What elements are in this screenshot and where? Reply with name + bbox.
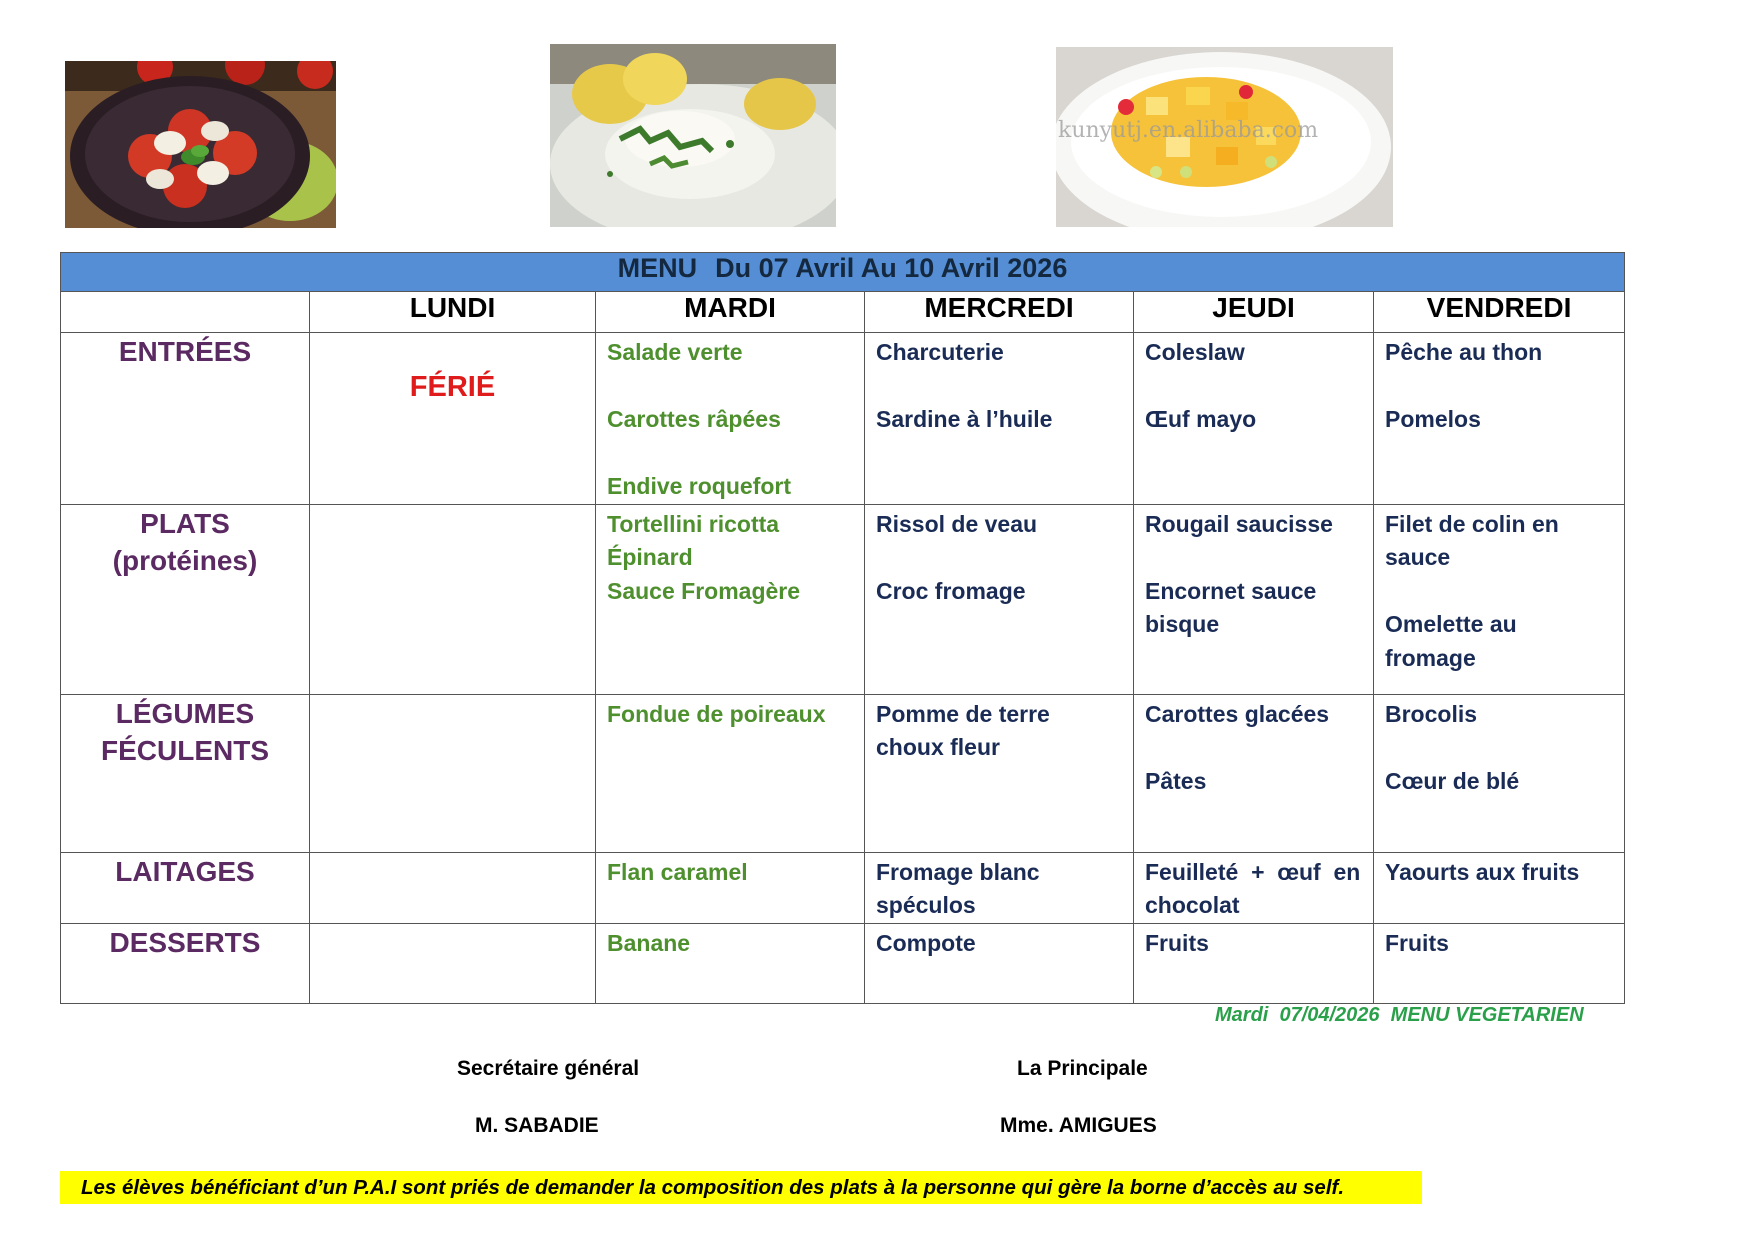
category-plats — [61, 504, 310, 694]
dish: fromage — [1385, 644, 1476, 671]
mercredi-legumes-cell — [865, 694, 1134, 852]
vendredi-plats-cell — [1374, 504, 1625, 694]
row-legumes — [61, 694, 1625, 852]
day-mardi: MARDI — [596, 292, 865, 333]
row-plats — [61, 504, 1625, 694]
dish: Pâtes — [1145, 767, 1207, 794]
menu-table — [60, 252, 1625, 1004]
dish: Brocolis — [1385, 700, 1478, 727]
dish: bisque — [1145, 611, 1220, 637]
day-mercredi: MERCREDI — [865, 292, 1134, 333]
lundi-laitages-cell — [310, 852, 596, 923]
dish: spéculos — [876, 892, 976, 918]
dish: Feuilleté + œuf en — [1145, 858, 1361, 885]
dish: Pêche au thon — [1385, 339, 1543, 365]
dish: Sardine à l’huile — [876, 406, 1053, 432]
category-legumes — [61, 694, 310, 852]
mardi-laitages-cell — [596, 852, 865, 923]
mardi-legumes-cell — [596, 694, 865, 852]
jeudi-laitages-cell — [1134, 852, 1374, 923]
dish: chocolat — [1145, 892, 1240, 918]
dish: Salade verte — [607, 339, 743, 365]
dish: Pomme de terre — [876, 700, 1050, 727]
vendredi-entrees-cell — [1374, 333, 1625, 505]
lundi-legumes-cell — [310, 694, 596, 852]
dish: Filet de colin en — [1385, 510, 1559, 537]
signature-left-title: Secrétaire général — [457, 1057, 640, 1080]
mardi-desserts-cell — [596, 923, 865, 1003]
lundi-entrees-cell — [310, 333, 596, 505]
row-entrees — [61, 333, 1625, 505]
dish: Croc fromage — [876, 577, 1026, 604]
signature-right-title: La Principale — [1017, 1057, 1148, 1080]
lundi-desserts-cell — [310, 923, 596, 1003]
dish: sauce — [1385, 544, 1451, 570]
dish: Omelette au — [1385, 611, 1517, 637]
category-laitages: LAITAGES — [61, 852, 310, 923]
mercredi-desserts-cell — [865, 923, 1134, 1003]
vendredi-laitages-cell — [1374, 852, 1625, 923]
dish: Pomelos — [1385, 406, 1481, 432]
fruit-cocktail-plate-photo — [1056, 47, 1393, 227]
empty-corner-cell — [61, 292, 310, 333]
dish: Endive roquefort — [607, 473, 792, 499]
vendredi-desserts-cell — [1374, 923, 1625, 1003]
menu-title-word: MENU — [617, 253, 698, 283]
category-legumes-line1: LÉGUMES — [115, 697, 255, 729]
row-desserts — [61, 923, 1625, 1003]
vendredi-legumes-cell — [1374, 694, 1625, 852]
dish: Flan caramel — [607, 858, 748, 885]
vegetarian-note: Mardi 07/04/2026 MENU VEGETARIEN — [1215, 1004, 1584, 1026]
dish: Tortellini ricotta — [607, 510, 780, 537]
dish: Fondue de poireaux — [607, 700, 826, 727]
dish: Fruits — [1385, 929, 1449, 956]
mardi-entrees-cell — [596, 333, 865, 505]
dish: Rissol de veau — [876, 510, 1038, 537]
day-jeudi: JEUDI — [1134, 292, 1374, 333]
jeudi-entrees-cell — [1134, 333, 1374, 505]
jeudi-legumes-cell — [1134, 694, 1374, 852]
row-laitages — [61, 852, 1625, 923]
dish: Fruits — [1145, 929, 1209, 956]
signature-right-name: Mme. AMIGUES — [1000, 1114, 1157, 1137]
ferie-label: FÉRIÉ — [409, 371, 496, 403]
jeudi-desserts-cell — [1134, 923, 1374, 1003]
dish: Sauce Fromagère — [607, 577, 801, 604]
dish: Rougail saucisse — [1145, 510, 1333, 537]
mardi-plats-cell — [596, 504, 865, 694]
dish: Encornet sauce — [1145, 577, 1317, 604]
day-vendredi: VENDREDI — [1374, 292, 1625, 333]
dish: Banane — [607, 929, 691, 956]
dish: Épinard — [607, 544, 693, 570]
category-desserts: DESSERTS — [61, 923, 310, 1003]
dish: Œuf mayo — [1145, 406, 1257, 432]
dish: Charcuterie — [876, 339, 1004, 365]
menu-title-dates: Du 07 Avril Au 10 Avril 2026 — [715, 253, 1068, 283]
mercredi-entrees-cell — [865, 333, 1134, 505]
day-header-row — [61, 292, 1625, 333]
jeudi-plats-cell — [1134, 504, 1374, 694]
dish: choux fleur — [876, 734, 1000, 760]
mercredi-laitages-cell — [865, 852, 1134, 923]
dish: Cœur de blé — [1385, 767, 1520, 794]
category-legumes-line2: FÉCULENTS — [101, 735, 269, 767]
dish: Yaourts aux fruits — [1385, 858, 1580, 885]
day-lundi: LUNDI — [310, 292, 596, 333]
lundi-plats-cell — [310, 504, 596, 694]
dish: Compote — [876, 929, 976, 956]
category-plats-line1: PLATS — [140, 507, 230, 539]
dish: Carottes râpées — [607, 406, 781, 432]
mercredi-plats-cell — [865, 504, 1134, 694]
menu-title — [61, 253, 1625, 292]
signature-left-name: M. SABADIE — [475, 1114, 599, 1137]
dish: Coleslaw — [1145, 339, 1245, 365]
category-entrees: ENTRÉES — [61, 333, 310, 505]
category-plats-line2: (protéines) — [112, 545, 258, 577]
menu-title-row — [61, 253, 1625, 292]
tomato-mozzarella-salad-photo — [65, 61, 336, 228]
watermark-text: kunyutj.en.alibaba.com — [1058, 118, 1319, 143]
dish: Carottes glacées — [1145, 700, 1330, 727]
fish-cream-sauce-potatoes-photo — [550, 44, 836, 227]
dish: Fromage blanc — [876, 858, 1040, 885]
pai-notice-banner: Les élèves bénéficiant d’un P.A.I sont priés de demander la composition des plats à la personne qui gère la borne d’accès au self. — [60, 1171, 1422, 1204]
